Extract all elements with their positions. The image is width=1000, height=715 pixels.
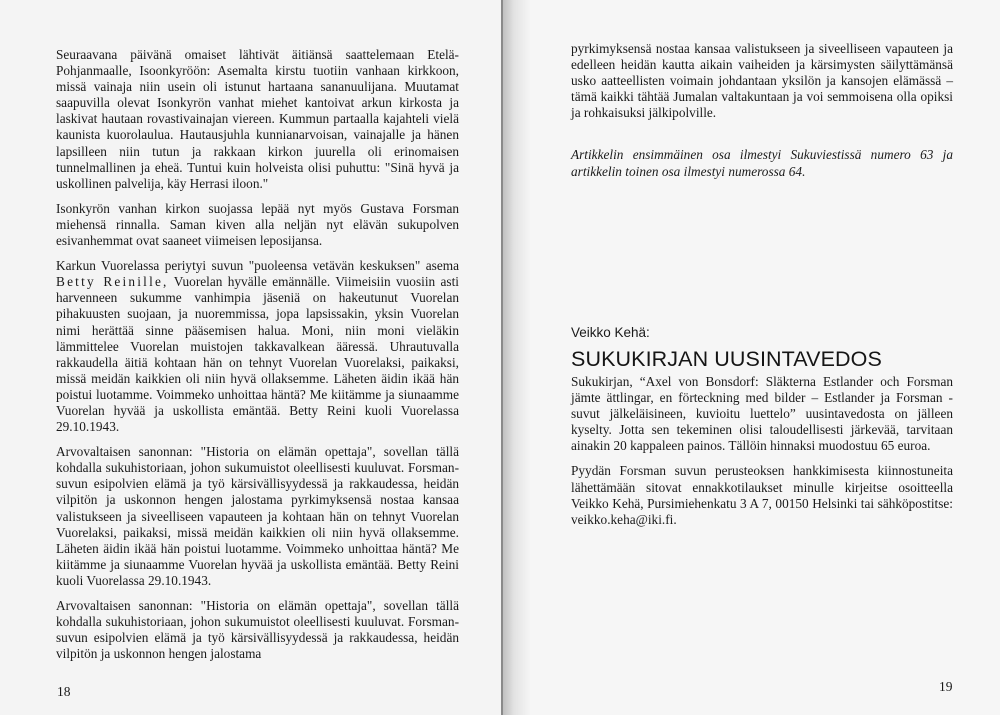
paragraph-text: Vuorelan hyvälle emännälle. Viimeisiin vuosiin asti harvenneen sukumme vanhimpia jäseniä on hakeutunut Vuorelan pihakuusten suojaan, ja nuoremmissa, jopa lapsissakin, yksin Vuorelan nimi herättää sinne pääsemisen halua. Moni, niin moni vieläkin lämmittelee Vuorelan muistojen takkavalkean ääressä. Uhrautuvalla rakkaudella äitiä kohtaan hän on tehnyt Vuorelan Vuorelaksi, paikaksi, missä meidän kaikkien oli niin hyvä ollaksemme. Läheten äidin ikää hän poistui luotamme. Voimmeko unhoittaa häntä? Me kiitämme ja siunaamme Vuorelan hyvää ja uskollista emäntää. Betty Reini kuoli Vuorelassa 29.10.1943.: [56, 274, 459, 435]
left-page-text: [56, 47, 459, 662]
paragraph: pyrkimyksensä nostaa kansaa valistukseen ja siveelliseen vapauteen ja edelleen heidän kautta aikain vaiheiden ja kärsimysten säilyttämänsä usko aatteellisten voimain johdantaan yksilön ja kansojen elämässä – tämä kaikki tähtää Jumalan valtakuntaan ja voi semmoisena olla opiksi ja rohkaisuksi jälkipolville.: [571, 41, 953, 121]
paragraph: Isonkyrön vanhan kirkon suojassa lepää nyt myös Gustava Forsman miehensä rinnalla. Saman kiven alla neljän nyt elävän sukupolven esivanhemmat ovat saaneet viimeisen leposijansa.: [56, 200, 459, 249]
paragraph: Sukukirjan, “Axel von Bonsdorf: Släkterna Estlander och Forsman jämte ättlingar, en förteckning med bilder – Estlander ja Forsman -suvut jälkeläisineen, kuvioitu luettelo” uusintavedosta on jälleen kyselty. Jotta sen tekeminen olisi taloudellisesti järkevää, tarvitaan ainakin 20 kappaleen painos. Tällöin hinnaksi muodostuu 65 euroa.: [571, 374, 953, 454]
paragraph: Arvovaltaisen sanonnan: "Historia on elämän opettaja", sovellan tällä kohdalla sukuhistoriaan, johon sukumuistot oleellisesti kuuluvat. Forsman-suvun esipolvien elämä ja työ kärsivällisyydessä ja rakkaudessa, heidän vilpitön ja uskonnon hengen jalostama pyrkimyksensä nostaa kansaa valistukseen ja siveelliseen vapauteen ja kohtaan hän on tehnyt Vuorelan Vuorelaksi, paikaksi, missä meidän kaikkien oli niin hyvä ollaksemme. Läheten äidin ikää hän poistui luotamme. Voimmeko unhoittaa häntä? Me kiitämme ja siunaamme Vuorelan hyvää ja uskollista emäntää. Betty Reini kuoli Vuorelassa 29.10.1943.: [56, 444, 459, 588]
paragraph: Pyydän Forsman suvun perusteoksen hankkimisesta kiinnostuneita lähettämään sitovat ennakkotilaukset minulle kirjeitse osoitteella Veikko Kehä, Pursimiehenkatu 3 A 7, 00150 Helsinki tai sähköpostitse: veikko.keha@iki.fi.: [571, 463, 953, 527]
spaced-name: Betty Reinille,: [56, 274, 169, 290]
paragraph-text: Karkun Vuorelassa periytyi suvun "puoleensa vetävän keskuksen" asema: [56, 258, 459, 274]
paragraph: Seuraavana päivänä omaiset lähtivät äitiänsä saattelemaan Etelä-Pohjanmaalle, Isoonkyröön: Asemalta kirstu tuotiin vanhaan kirkkoon, missä vainaja niin usein oli istunut hartaana sananuulijana. Muutamat saapuvilla olevat Isonkyrön vanhat miehet kantoivat arkun kirkosta ja laskivat hautaan rovastivainajan viereen. Kummun partaalla kajahteli vielä kaunista kuorolaulua. Hautausjuhla kunnianarvoisan, vainajalle ja hänen lapsilleen niin tutun ja rakkaan kirkon juurella oli erinomaisen tunnelmallinen ja eheä. Tuntui kuin holveista olisi puhuttu: "Sinä hyvä ja uskollinen palvelija, käy Herrasi iloon.": [56, 47, 459, 191]
author-byline: Veikko Kehä:: [571, 325, 650, 340]
article-headline: SUKUKIRJAN UUSINTAVEDOS: [571, 347, 882, 371]
paragraph: Arvovaltaisen sanonnan: "Historia on elämän opettaja", sovellan tällä kohdalla sukuhistoriaan, johon sukumuistot oleellisesti kuuluvat. Forsman-suvun esipolvien elämä ja työ kärsivällisyydessä ja rakkaudessa, heidän vilpitön ja uskonnon hengen jalostama: [56, 598, 459, 662]
gutter-shadow: [503, 0, 531, 715]
right-page-text: [571, 41, 953, 189]
article-note: Artikkelin ensimmäinen osa ilmestyi Sukuviestissä numero 63 ja artikkelin toinen osa ilmestyi numerossa 64.: [571, 147, 953, 179]
page-number-right: 19: [939, 679, 953, 694]
article-body: [571, 374, 953, 528]
page-number-left: 18: [57, 684, 71, 699]
paragraph: [56, 258, 459, 435]
